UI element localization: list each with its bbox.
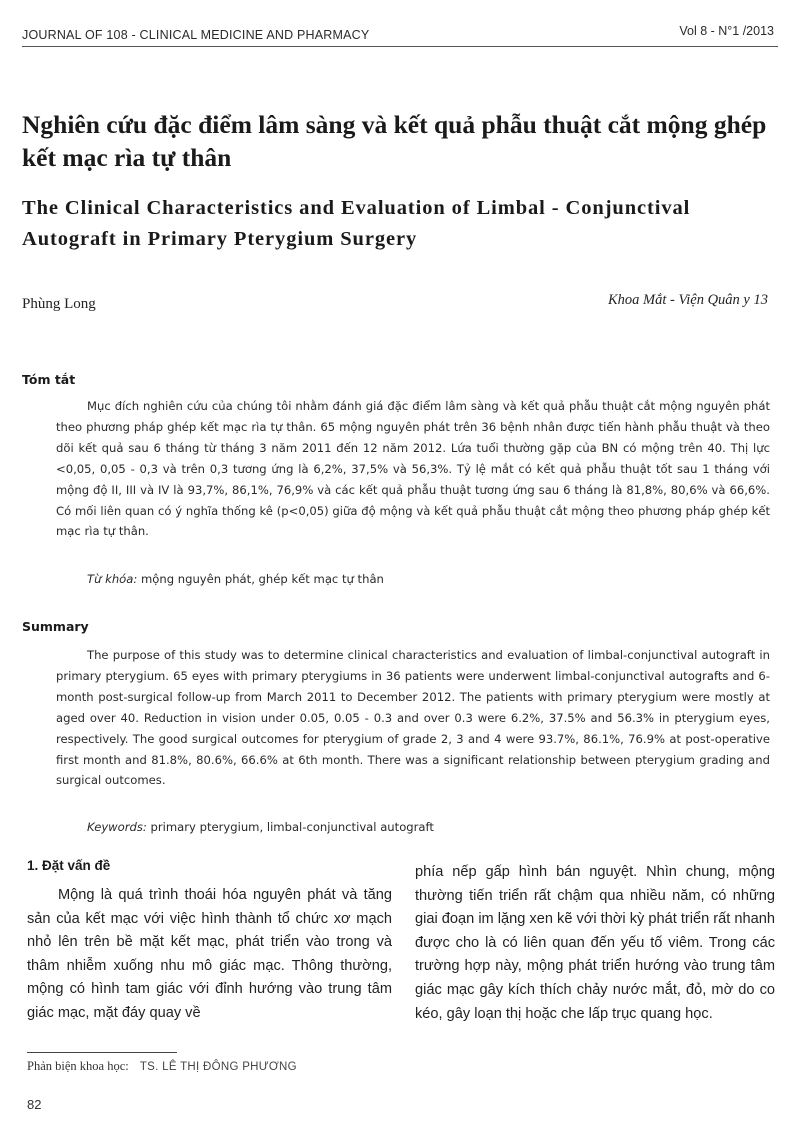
author-name: Phùng Long: [22, 296, 96, 312]
title-vietnamese: Nghiên cứu đặc điểm lâm sàng và kết quả phẫu thuật cắt mộng ghép kết mạc rìa tự thân: [22, 110, 767, 172]
author-affiliation: Khoa Mắt - Viện Quân y 13: [607, 292, 768, 308]
intro-left-column: [27, 884, 392, 1026]
intro-right-text: phía nếp gấp hình bán nguyệt. Nhìn chung, mộng thường tiến triển rất chậm qua nhiều năm, có những giai đoạn im lặng xen kẽ với thời kỳ phát triển rất nhanh được cho là có liên quan đến yếu tố viêm. Trong các trường hợp này, mộng phát triển hướng vào trung tâm giác mạc gây kích thích chảy nước mắt, đỏ, mờ do co kéo, gây loạn thị hoặc che lấp trục quang học.: [415, 864, 775, 1022]
footnote: [27, 1059, 297, 1074]
volume-issue: Vol 8 - N°1 /2013: [679, 24, 774, 38]
abstract-en-text: The purpose of this study was to determine clinical characteristics and evaluation of limbal-conjunctival autograft in primary pterygium. 65 eyes with primary pterygiums in 36 patients were underwent limbal-conjunctival autografts and 6-month post-surgical follow-up from March 2011 to December 2012. The patients with primary pterygium were mostly at aged over 40. Reduction in vision under 0.05, 0.05 - 0.3 and over 0.3 were 6.2%, 37.5% and 56.3% in pterygium eyes, respectively. The good surgical outcomes for pterygium of grade 2, 3 and 4 were 93.7%, 86.1%, 76.9% at post-operative first month and 81.8%, 80.6%, 66.6% at 6th month. There was a significant relationship between pterygium grading and surgical outcomes.: [56, 648, 770, 788]
keywords-en-label: Keywords:: [87, 820, 147, 834]
abstract-vn-body: [56, 396, 770, 542]
running-header: [22, 22, 778, 48]
keywords-vn: [87, 572, 384, 586]
page-number: 82: [27, 1097, 42, 1112]
keywords-en-text: primary pterygium, limbal-conjunctival autograft: [150, 820, 434, 834]
footnote-reviewer: TS. LÊ THỊ ĐÔNG PHƯƠNG: [139, 1061, 297, 1073]
journal-name: JOURNAL OF 108 - CLINICAL MEDICINE AND PHARMACY: [22, 28, 370, 42]
intro-heading: 1. Đặt vấn đề: [27, 858, 111, 873]
title-english: The Clinical Characteristics and Evaluation of Limbal - Conjunctival Autograft in Primary Pterygium Surgery: [22, 197, 691, 250]
intro-right-column: [415, 861, 775, 1026]
header-rule: [22, 46, 778, 47]
abstract-en-body: [56, 645, 770, 791]
keywords-vn-label: Từ khóa:: [87, 572, 138, 586]
abstract-vn-heading: Tóm tắt: [22, 372, 76, 387]
footnote-label: Phản biện khoa học:: [27, 1059, 129, 1073]
keywords-vn-text: mộng nguyên phát, ghép kết mạc tự thân: [140, 572, 384, 586]
abstract-vn-text: Mục đích nghiên cứu của chúng tôi nhằm đánh giá đặc điểm lâm sàng và kết quả phẫu thuật cắt mộng nguyên phát theo phương pháp ghép kết mạc rìa tự thân. 65 mộng nguyên phát trên 36 bệnh nhân được tiến hành phẫu thuật và theo dõi kết quả sau 6 tháng từ tháng 3 năm 2011 đến 12 năm 2012. Lứa tuổi thường gặp của BN có mộng trên 40. Thị lực <0,05, 0,05 - 0,3 và trên 0,3 tương ứng là 6,2%, 37,5% và 56,3%. Tỷ lệ mắt có kết quả phẫu thuật tốt sau 1 tháng với mộng độ II, III và IV là 93,7%, 86,1%, 76,9% và các kết quả phẫu thuật tương ứng sau 6 tháng là 81,8%, 80,6% và 66,6%. Có mối liên quan có ý nghĩa thống kê (p<0,05) giữa độ mộng và kết quả phẫu thuật cắt mộng theo phương pháp ghép kết mạc rìa tự thân.: [56, 399, 770, 539]
intro-left-text: Mộng là quá trình thoái hóa nguyên phát và tăng sản của kết mạc với việc hình thành tổ chức xơ mạch nhỏ lên trên bề mặt kết mạc, phát triển vào trong và thâm nhiễm xuống nhu mô giác mạc. Thông thường, mộng có hình tam giác với đỉnh hướng vào trung tâm giác mạc, mặt đáy quay về: [27, 887, 392, 1021]
footnote-rule: [27, 1052, 177, 1053]
abstract-en-heading: Summary: [22, 619, 89, 634]
keywords-en: [87, 820, 434, 834]
